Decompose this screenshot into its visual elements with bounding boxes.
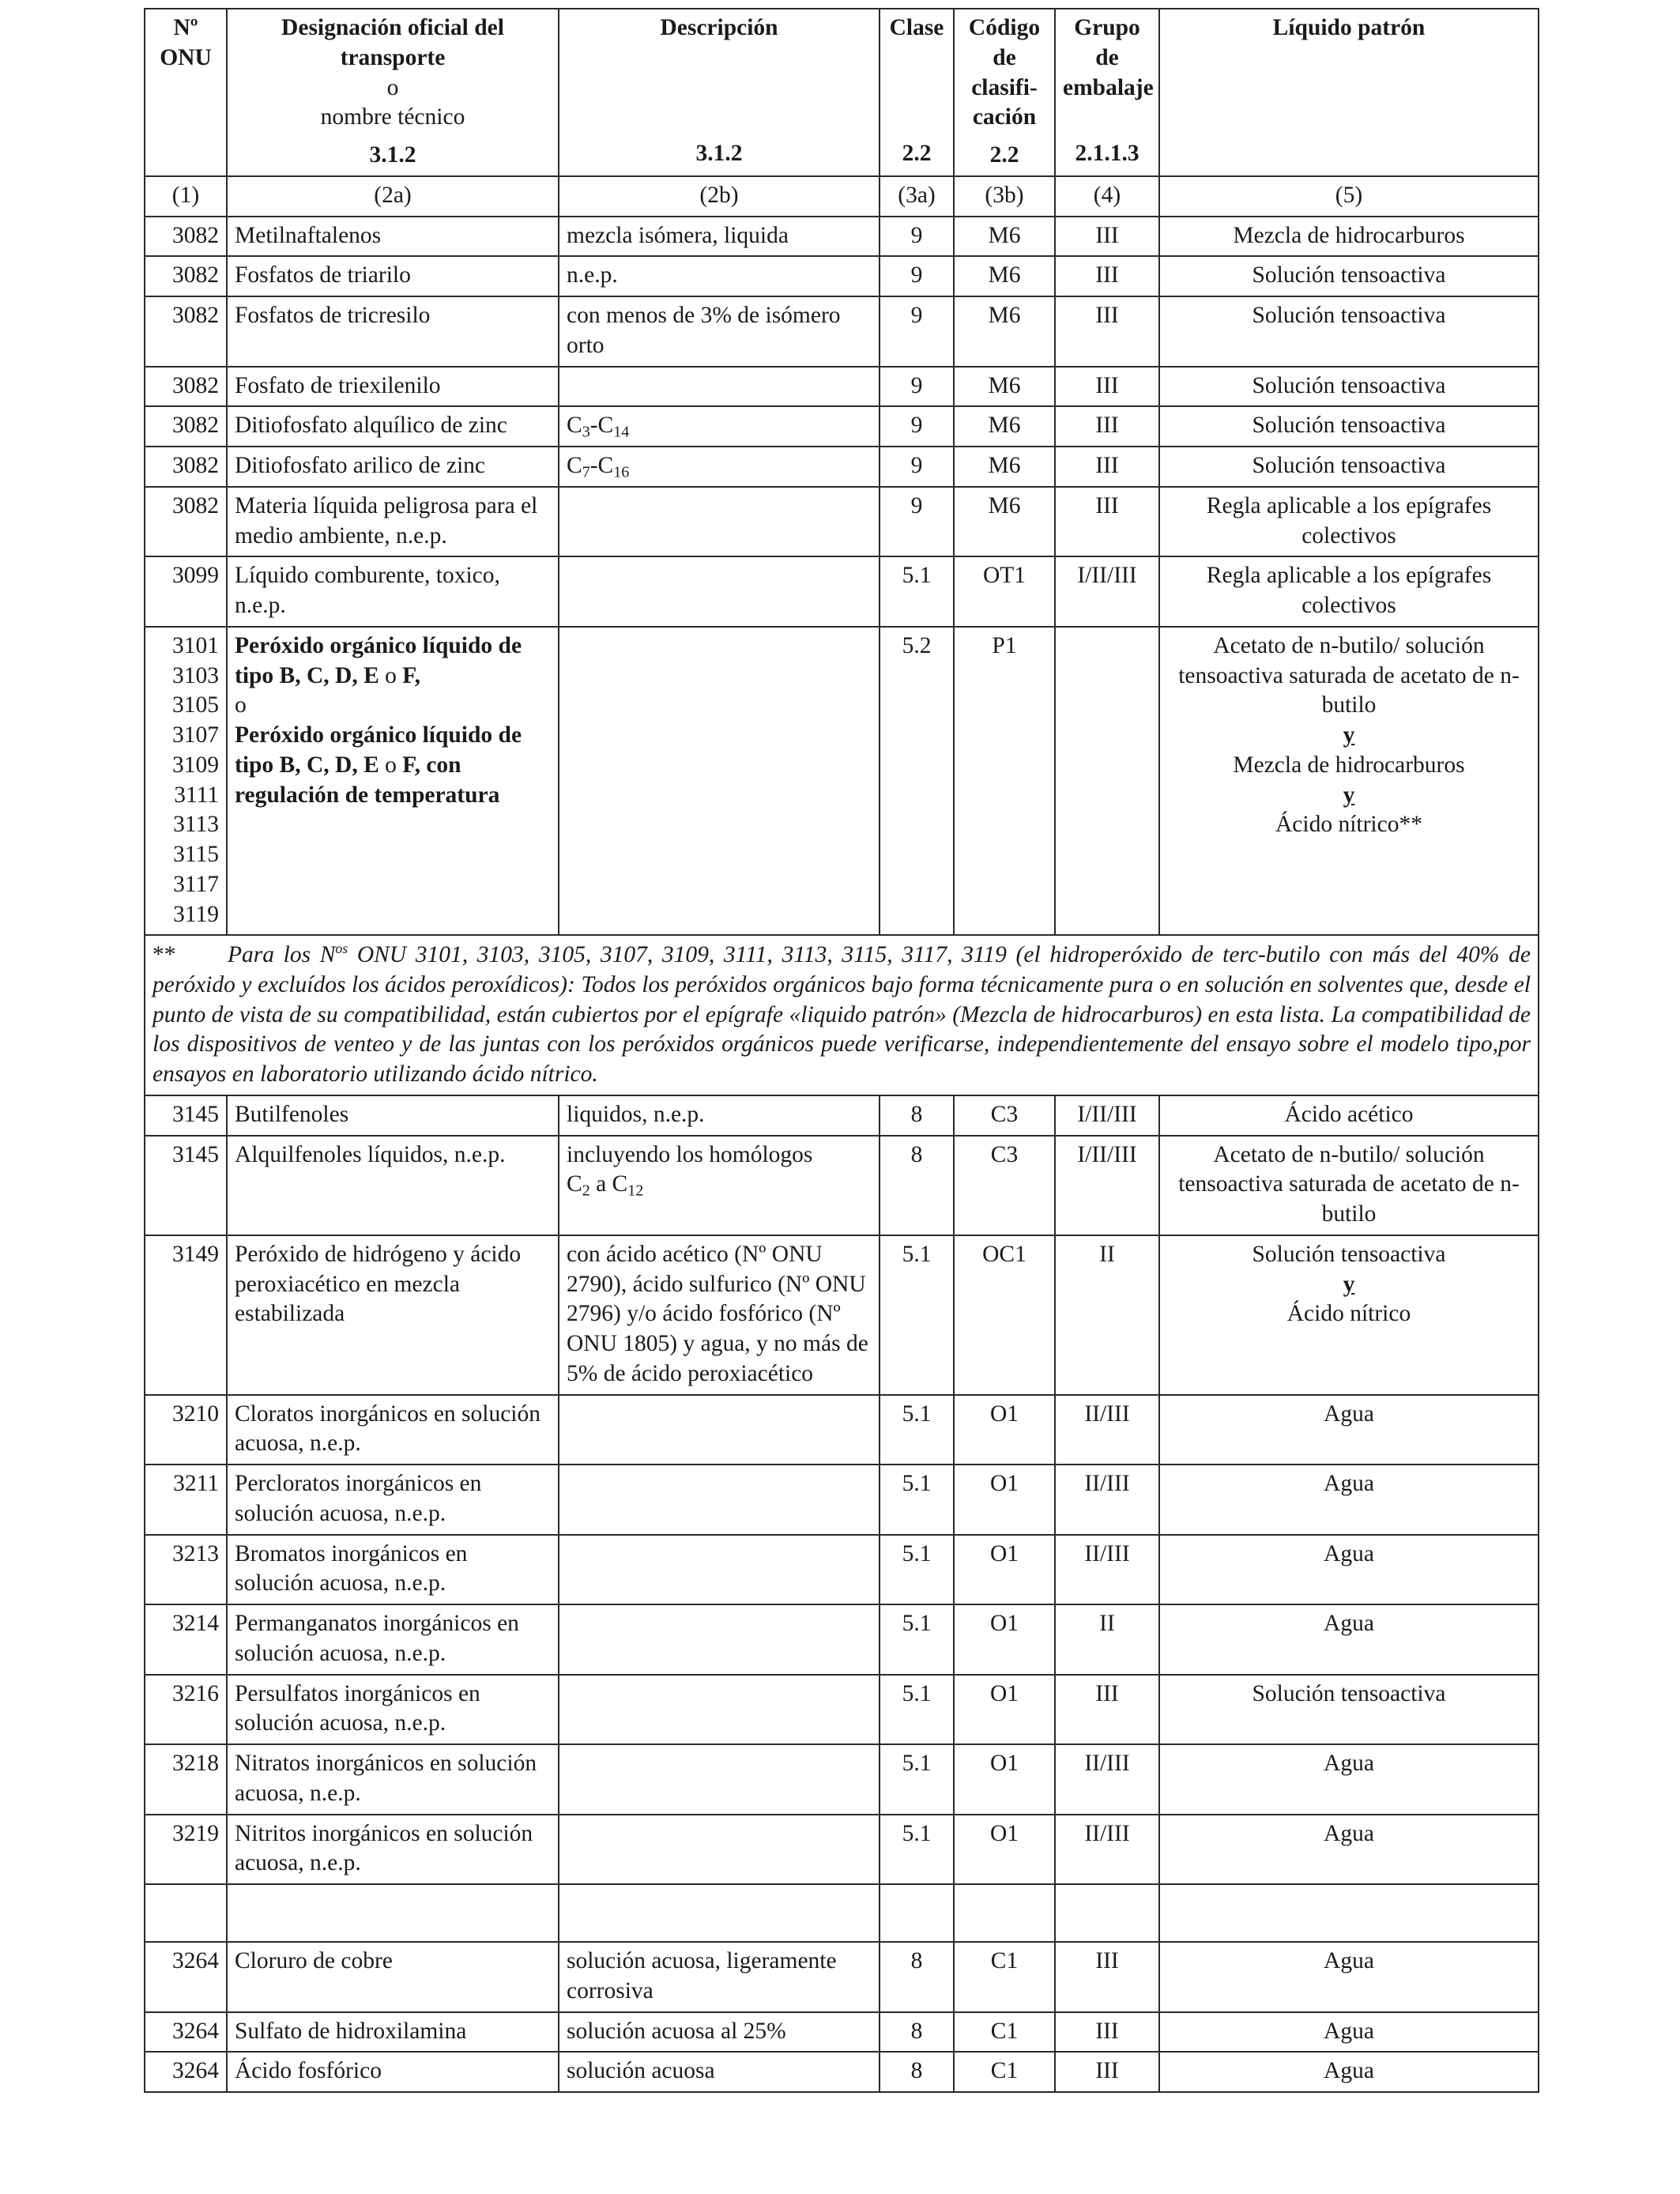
cell-codigo: P1 (954, 627, 1055, 936)
cell-grupo: II/III (1055, 1744, 1159, 1815)
cell-name: Peróxido orgánico líquido de tipo B, C, D, E o F, o Peróxido orgánico líquido de tipo B, C, D, E o F, con regulación de temperatura (227, 627, 559, 936)
cell-onu: 3264 (145, 2012, 227, 2053)
cell-name: Peróxido de hidrógeno y ácido peroxiacético en mezcla estabilizada (227, 1235, 559, 1395)
header-designacion-line: transporte (340, 44, 446, 70)
cell-codigo: M6 (954, 217, 1055, 257)
cell-onu: 3082 (145, 367, 227, 407)
cell-desc (559, 406, 880, 447)
cell-codigo: M6 (954, 296, 1055, 367)
cell-name: Ácido fosfórico (227, 2052, 559, 2092)
cell-codigo: O1 (954, 1675, 1055, 1745)
cell-clase: 5.1 (880, 1235, 954, 1395)
cell-desc (559, 1465, 880, 1535)
cell-grupo: II/III (1055, 1395, 1159, 1465)
cell-grupo: III (1055, 2012, 1159, 2053)
cell-grupo: II/III (1055, 1535, 1159, 1605)
cell-desc (559, 1815, 880, 1885)
cell-onu: 3082 (145, 447, 227, 487)
cell-codigo: C3 (954, 1095, 1055, 1136)
table-row (145, 2012, 1539, 2053)
cell-codigo: M6 (954, 447, 1055, 487)
cell-desc (559, 1395, 880, 1465)
cell-name: Bromatos inorgánicos en solución acuosa, n.e.p. (227, 1535, 559, 1605)
dangerous-goods-table (144, 8, 1539, 2093)
cell-desc (559, 627, 880, 936)
cell-liquido: Agua (1159, 1815, 1539, 1885)
empty-cell (1159, 1884, 1539, 1942)
cell-name: Percloratos inorgánicos en solución acuosa, n.e.p. (227, 1465, 559, 1535)
empty-cell (559, 1884, 880, 1942)
cell-clase: 9 (880, 367, 954, 407)
cell-grupo: II (1055, 1604, 1159, 1675)
footnote-marker: ** (153, 942, 176, 968)
empty-cell (880, 1884, 954, 1942)
cell-name: Alquilfenoles líquidos, n.e.p. (227, 1136, 559, 1235)
cell-desc: solución acuosa (559, 2052, 880, 2092)
cell-clase: 9 (880, 487, 954, 557)
header-codigo: Código de clasifi- cación 2.2 (954, 9, 1055, 176)
footnote-row (145, 935, 1539, 1095)
cell-grupo: III (1055, 367, 1159, 407)
cell-liquido: Agua (1159, 1465, 1539, 1535)
cell-codigo: M6 (954, 256, 1055, 296)
cell-clase: 5.1 (880, 1744, 954, 1815)
column-number: (3b) (954, 176, 1055, 217)
cell-codigo: C1 (954, 2012, 1055, 2053)
empty-row (145, 1884, 1539, 1942)
cell-name: Cloratos inorgánicos en solución acuosa, n.e.p. (227, 1395, 559, 1465)
table-row (145, 1675, 1539, 1745)
cell-onu: 3216 (145, 1675, 227, 1745)
cell-name: Fosfato de triexilenilo (227, 367, 559, 407)
table-row (145, 367, 1539, 407)
cell-liquido: Solución tensoactiva (1159, 256, 1539, 296)
cell-clase: 9 (880, 217, 954, 257)
cell-name: Materia líquida peligrosa para el medio ambiente, n.e.p. (227, 487, 559, 557)
cell-onu: 3082 (145, 217, 227, 257)
cell-onu: 3082 (145, 487, 227, 557)
column-number: (1) (145, 176, 227, 217)
cell-codigo: M6 (954, 487, 1055, 557)
cell-desc: incluyendo los homólogos $C_2$ a $C_{12}$ (559, 1136, 880, 1235)
cell-liquido: Regla aplicable a los epígrafes colectivos (1159, 487, 1539, 557)
cell-clase: 5.2 (880, 627, 954, 936)
cell-liquido: Agua (1159, 2012, 1539, 2053)
cell-clase: 9 (880, 296, 954, 367)
cell-codigo: M6 (954, 406, 1055, 447)
cell-liquido: Ácido acético (1159, 1095, 1539, 1136)
cell-grupo (1055, 627, 1159, 936)
cell-liquido: Agua (1159, 1535, 1539, 1605)
and-marker: y (1343, 1271, 1355, 1297)
table-row (145, 1815, 1539, 1885)
cell-desc: con ácido acético (Nº ONU 2790), ácido sulfurico (Nº ONU 2796) y/o ácido fosfórico (Nº ONU 1805) y agua, y no más de 5% de ácido peroxiacético (559, 1235, 880, 1395)
carbon-range: $C_2$ a $C_{12}$ (567, 1171, 644, 1200)
cell-codigo: C1 (954, 2052, 1055, 2092)
cell-grupo: I/II/III (1055, 556, 1159, 627)
column-number: (5) (1159, 176, 1539, 217)
cell-onu: 3210 (145, 1395, 227, 1465)
cell-codigo: O1 (954, 1395, 1055, 1465)
cell-desc (559, 556, 880, 627)
cell-grupo: II (1055, 1235, 1159, 1395)
cell-codigo: O1 (954, 1815, 1055, 1885)
header-codigo-ref: 2.2 (989, 142, 1019, 168)
cell-desc: solución acuosa, ligeramente corrosiva (559, 1942, 880, 2012)
cell-desc: solución acuosa al 25% (559, 2012, 880, 2053)
cell-liquido: Solución tensoactiva (1159, 406, 1539, 447)
empty-cell (954, 1884, 1055, 1942)
footnote: ** Para los $N^{os}$ ONU 3101, 3103, 3105, 3107, 3109, 3111, 3113, 3115, 3117, 3119 (el hidroperóxido de terc-butilo con más del 40% de peróxido y excluídos los ácidos peroxídicos): Todos los peróxidos orgánicos bajo forma técnicamente pura o en solución en solventes que, desde el punto de vista de su compatibilidad, están cubiertos por el epígrafe «liquido patrón» (Mezcla de hidrocarburos) en esta lista. La compatibilidad de los dispositivos de venteo y de las juntas con los peróxidos orgánicos puede verificarse, independientemente del ensayo sobre el modelo tipo,por ensayos en laboratorio utilizando ácido nítrico. (145, 935, 1539, 1095)
cell-clase: 5.1 (880, 1395, 954, 1465)
cell-desc (559, 1675, 880, 1745)
cell-grupo: II/III (1055, 1815, 1159, 1885)
cell-clase: 8 (880, 2052, 954, 2092)
cell-onu: 3219 (145, 1815, 227, 1885)
cell-desc: liquidos, n.e.p. (559, 1095, 880, 1136)
header-clase: Clase 2.2 (880, 9, 954, 176)
cell-clase: 5.1 (880, 1535, 954, 1605)
cell-clase: 8 (880, 1942, 954, 2012)
cell-liquido: Mezcla de hidrocarburos (1159, 217, 1539, 257)
table-row (145, 447, 1539, 487)
header-designacion-ref: 3.1.2 (369, 142, 416, 168)
cell-grupo: I/II/III (1055, 1095, 1159, 1136)
cell-liquido: Acetato de n-butilo/ solución tensoactiva saturada de acetato de n-butilo (1159, 1136, 1539, 1235)
cell-clase: 5.1 (880, 556, 954, 627)
cell-name: Sulfato de hidroxilamina (227, 2012, 559, 2053)
cell-onu: 3082 (145, 256, 227, 296)
table-body (145, 217, 1539, 2093)
cell-codigo: O1 (954, 1744, 1055, 1815)
cell-desc: n.e.p. (559, 256, 880, 296)
and-marker: y (1343, 782, 1355, 808)
cell-grupo: III (1055, 447, 1159, 487)
cell-codigo: OC1 (954, 1235, 1055, 1395)
and-marker: y (1343, 722, 1355, 748)
table-row (145, 1942, 1539, 2012)
cell-desc (559, 487, 880, 557)
cell-grupo: III (1055, 296, 1159, 367)
cell-onu: 3218 (145, 1744, 227, 1815)
cell-onu: 3264 (145, 2052, 227, 2092)
cell-name: Butilfenoles (227, 1095, 559, 1136)
table-row (145, 217, 1539, 257)
cell-grupo: III (1055, 217, 1159, 257)
empty-cell (227, 1884, 559, 1942)
cell-desc (559, 1744, 880, 1815)
table-row (145, 556, 1539, 627)
cell-onu: 3211 (145, 1465, 227, 1535)
cell-clase: 5.1 (880, 1604, 954, 1675)
empty-cell (1055, 1884, 1159, 1942)
cell-codigo: O1 (954, 1535, 1055, 1605)
cell-onu: 3082 (145, 406, 227, 447)
cell-clase: 9 (880, 256, 954, 296)
cell-clase: 5.1 (880, 1465, 954, 1535)
cell-name: Líquido comburente, toxico, n.e.p. (227, 556, 559, 627)
header-descripcion-ref: 3.1.2 (695, 141, 743, 166)
header-row (145, 9, 1539, 176)
cell-liquido: Solución tensoactiva (1159, 1675, 1539, 1745)
cell-name: Cloruro de cobre (227, 1942, 559, 2012)
table-row (145, 1604, 1539, 1675)
cell-desc (559, 447, 880, 487)
cell-codigo: O1 (954, 1604, 1055, 1675)
cell-liquido: Acetato de n-butilo/ solución tensoactiva saturada de acetato de n-butilo y Mezcla de hidrocarburos y Ácido nítrico** (1159, 627, 1539, 936)
cell-liquido: Solución tensoactiva (1159, 447, 1539, 487)
cell-name: Nitritos inorgánicos en solución acuosa, n.e.p. (227, 1815, 559, 1885)
cell-name: Ditiofosfato alquílico de zinc (227, 406, 559, 447)
cell-onu-list: 3101 3103 3105 3107 3109 3111 3113 3115 3117 3119 (145, 627, 227, 936)
table-row (145, 1465, 1539, 1535)
cell-liquido: Solución tensoactiva y Ácido nítrico (1159, 1235, 1539, 1395)
table-row (145, 1395, 1539, 1465)
cell-desc: mezcla isómera, liquida (559, 217, 880, 257)
cell-grupo: III (1055, 1675, 1159, 1745)
column-number: (2a) (227, 176, 559, 217)
header-grupo-ref: 2.1.1.3 (1075, 141, 1139, 166)
cell-codigo: C3 (954, 1136, 1055, 1235)
cell-name: Nitratos inorgánicos en solución acuosa, n.e.p. (227, 1744, 559, 1815)
cell-clase: 8 (880, 1095, 954, 1136)
cell-onu: 3213 (145, 1535, 227, 1605)
cell-grupo: III (1055, 1942, 1159, 2012)
cell-onu: 3145 (145, 1136, 227, 1235)
cell-clase: 9 (880, 447, 954, 487)
table-row (145, 1744, 1539, 1815)
header-designacion-line: nombre técnico (320, 104, 465, 130)
header-clase-ref: 2.2 (902, 141, 932, 166)
cell-codigo: O1 (954, 1465, 1055, 1535)
cell-onu: 3145 (145, 1095, 227, 1136)
header-designacion (227, 9, 559, 176)
cell-name: Ditiofosfato arilico de zinc (227, 447, 559, 487)
cell-codigo: C1 (954, 1942, 1055, 2012)
cell-liquido: Agua (1159, 1604, 1539, 1675)
table-row (145, 487, 1539, 557)
cell-grupo: III (1055, 256, 1159, 296)
cell-name: Fosfatos de triarilo (227, 256, 559, 296)
cell-liquido: Agua (1159, 1942, 1539, 2012)
table-row-peroxide-group (145, 627, 1539, 936)
cell-grupo: III (1055, 2052, 1159, 2092)
table-row (145, 2052, 1539, 2092)
cell-onu: 3214 (145, 1604, 227, 1675)
cell-desc: con menos de 3% de isómero orto (559, 296, 880, 367)
column-number: (2b) (559, 176, 880, 217)
cell-liquido: Agua (1159, 2052, 1539, 2092)
cell-clase: 5.1 (880, 1815, 954, 1885)
cell-liquido: Agua (1159, 1395, 1539, 1465)
header-designacion-line: Designación oficial del (281, 15, 504, 40)
cell-desc (559, 367, 880, 407)
cell-grupo: I/II/III (1055, 1136, 1159, 1235)
header-designacion-line: o (386, 74, 399, 100)
cell-codigo: OT1 (954, 556, 1055, 627)
cell-grupo: II/III (1055, 1465, 1159, 1535)
cell-codigo: M6 (954, 367, 1055, 407)
cell-name: Persulfatos inorgánicos en solución acuosa, n.e.p. (227, 1675, 559, 1745)
header-grupo: Grupo de embalaje 2.1.1.3 (1055, 9, 1159, 176)
table-row (145, 1235, 1539, 1395)
table-row (145, 256, 1539, 296)
cell-liquido: Agua (1159, 1744, 1539, 1815)
table-row (145, 406, 1539, 447)
cell-desc (559, 1535, 880, 1605)
carbon-range: $C_7-C_{16}$ (567, 453, 630, 481)
header-liquido: Líquido patrón (1159, 9, 1539, 176)
carbon-range: $C_3-C_{14}$ (567, 413, 630, 441)
table-header (145, 9, 1539, 217)
cell-grupo: III (1055, 406, 1159, 447)
cell-name: Metilnaftalenos (227, 217, 559, 257)
cell-liquido: Solución tensoactiva (1159, 296, 1539, 367)
cell-clase: 8 (880, 2012, 954, 2053)
header-descripcion: Descripción 3.1.2 (559, 9, 880, 176)
table-row (145, 1136, 1539, 1235)
column-number: (4) (1055, 176, 1159, 217)
cell-onu: 3149 (145, 1235, 227, 1395)
cell-clase: 5.1 (880, 1675, 954, 1745)
cell-onu: 3099 (145, 556, 227, 627)
table-row (145, 1095, 1539, 1136)
header-onu: Nº ONU (145, 9, 227, 176)
cell-clase: 8 (880, 1136, 954, 1235)
column-number: (3a) (880, 176, 954, 217)
cell-liquido: Solución tensoactiva (1159, 367, 1539, 407)
cell-onu: 3082 (145, 296, 227, 367)
cell-onu: 3264 (145, 1942, 227, 2012)
cell-clase: 9 (880, 406, 954, 447)
cell-grupo: III (1055, 487, 1159, 557)
table-row (145, 1535, 1539, 1605)
column-number-row (145, 176, 1539, 217)
cell-name: Fosfatos de tricresilo (227, 296, 559, 367)
cell-desc (559, 1604, 880, 1675)
empty-cell (145, 1884, 227, 1942)
table-row (145, 296, 1539, 367)
cell-name: Permanganatos inorgánicos en solución acuosa, n.e.p. (227, 1604, 559, 1675)
cell-liquido: Regla aplicable a los epígrafes colectivos (1159, 556, 1539, 627)
